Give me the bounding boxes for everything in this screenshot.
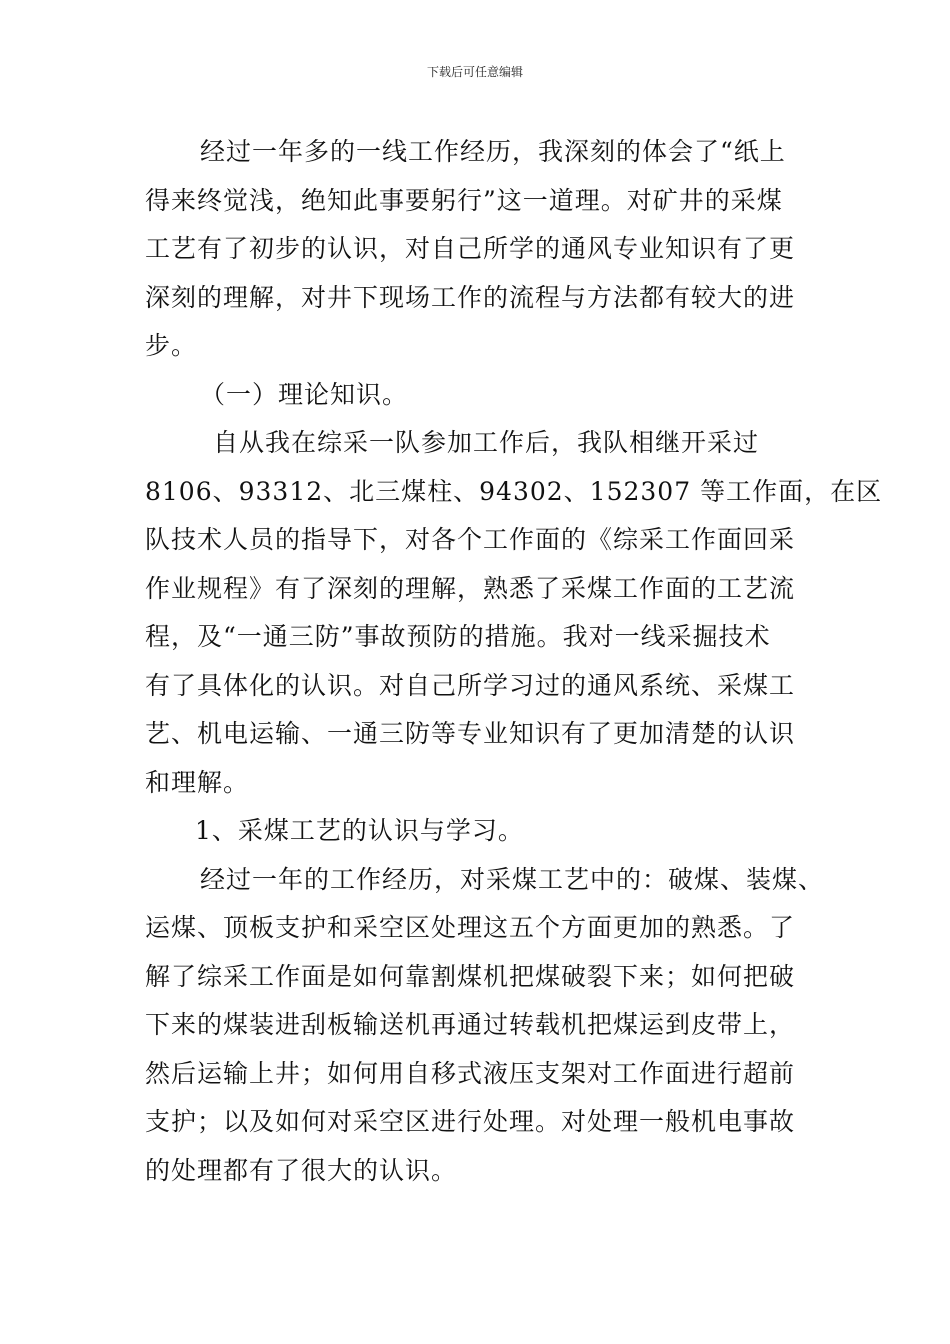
text-line: 自从我在综采一队参加工作后，我队相继开采过	[213, 428, 760, 457]
paragraph-process	[145, 856, 825, 1196]
text-line: 步。	[145, 331, 198, 360]
paragraph-theory	[145, 419, 883, 807]
text-line: 经过一年的工作经历，对采煤工艺中的：破煤、装煤、	[200, 864, 825, 894]
text-line: 经过一年多的一线工作经历，我深刻的体会了“纸上	[200, 137, 786, 166]
text-line: 和理解。	[145, 767, 250, 797]
text-line: 支护；以及如何对采空区进行处理。对处理一般机电事故	[145, 1107, 796, 1136]
text-line: （一）理论知识。	[200, 379, 409, 409]
text-line: 深刻的理解，对井下现场工作的流程与方法都有较大的进	[145, 282, 796, 312]
text-line: 的处理都有了很大的认识。	[145, 1155, 458, 1185]
text-line: 艺、机电运输、一通三防等专业知识有了更加清楚的认识	[145, 719, 796, 748]
text-line: 队技术人员的指导下，对各个工作面的《综采工作面回采	[145, 525, 796, 554]
text-line: 工艺有了初步的认识，对自己所学的通风专业知识有了更	[145, 234, 796, 263]
document-body	[145, 128, 883, 1195]
text-line: 得来终觉浅，绝知此事要躬行”这一道理。对矿井的采煤	[145, 185, 783, 215]
text-line: 有了具体化的认识。对自己所学习过的通风系统、采煤工	[145, 670, 796, 700]
page-header: 下载后可任意编辑	[426, 65, 523, 79]
text-line: 下来的煤装进刮板输送机再通过转载机把煤运到皮带上，	[145, 1010, 796, 1039]
text-line: 解了综采工作面是如何靠割煤机把煤破裂下来；如何把破	[145, 961, 796, 991]
text-line: 然后运输上井；如何用自移式液压支架对工作面进行超前	[145, 1058, 796, 1088]
text-line: 运煤、顶板支护和采空区处理这五个方面更加的熟悉。了	[145, 913, 796, 942]
paragraph-intro	[145, 128, 825, 371]
text-line: 作业规程》有了深刻的理解，熟悉了采煤工作面的工艺流	[145, 573, 796, 603]
section-heading	[145, 371, 825, 420]
text-line: 程，及“一通三防”事故预防的措施。我对一线采掘技术	[145, 622, 771, 651]
text-line: 1、采煤工艺的认识与学习。	[195, 816, 524, 845]
subsection-heading	[145, 807, 825, 856]
text-line: 8106、93312、北三煤柱、94302、152307 等工作面，在区	[145, 476, 883, 506]
